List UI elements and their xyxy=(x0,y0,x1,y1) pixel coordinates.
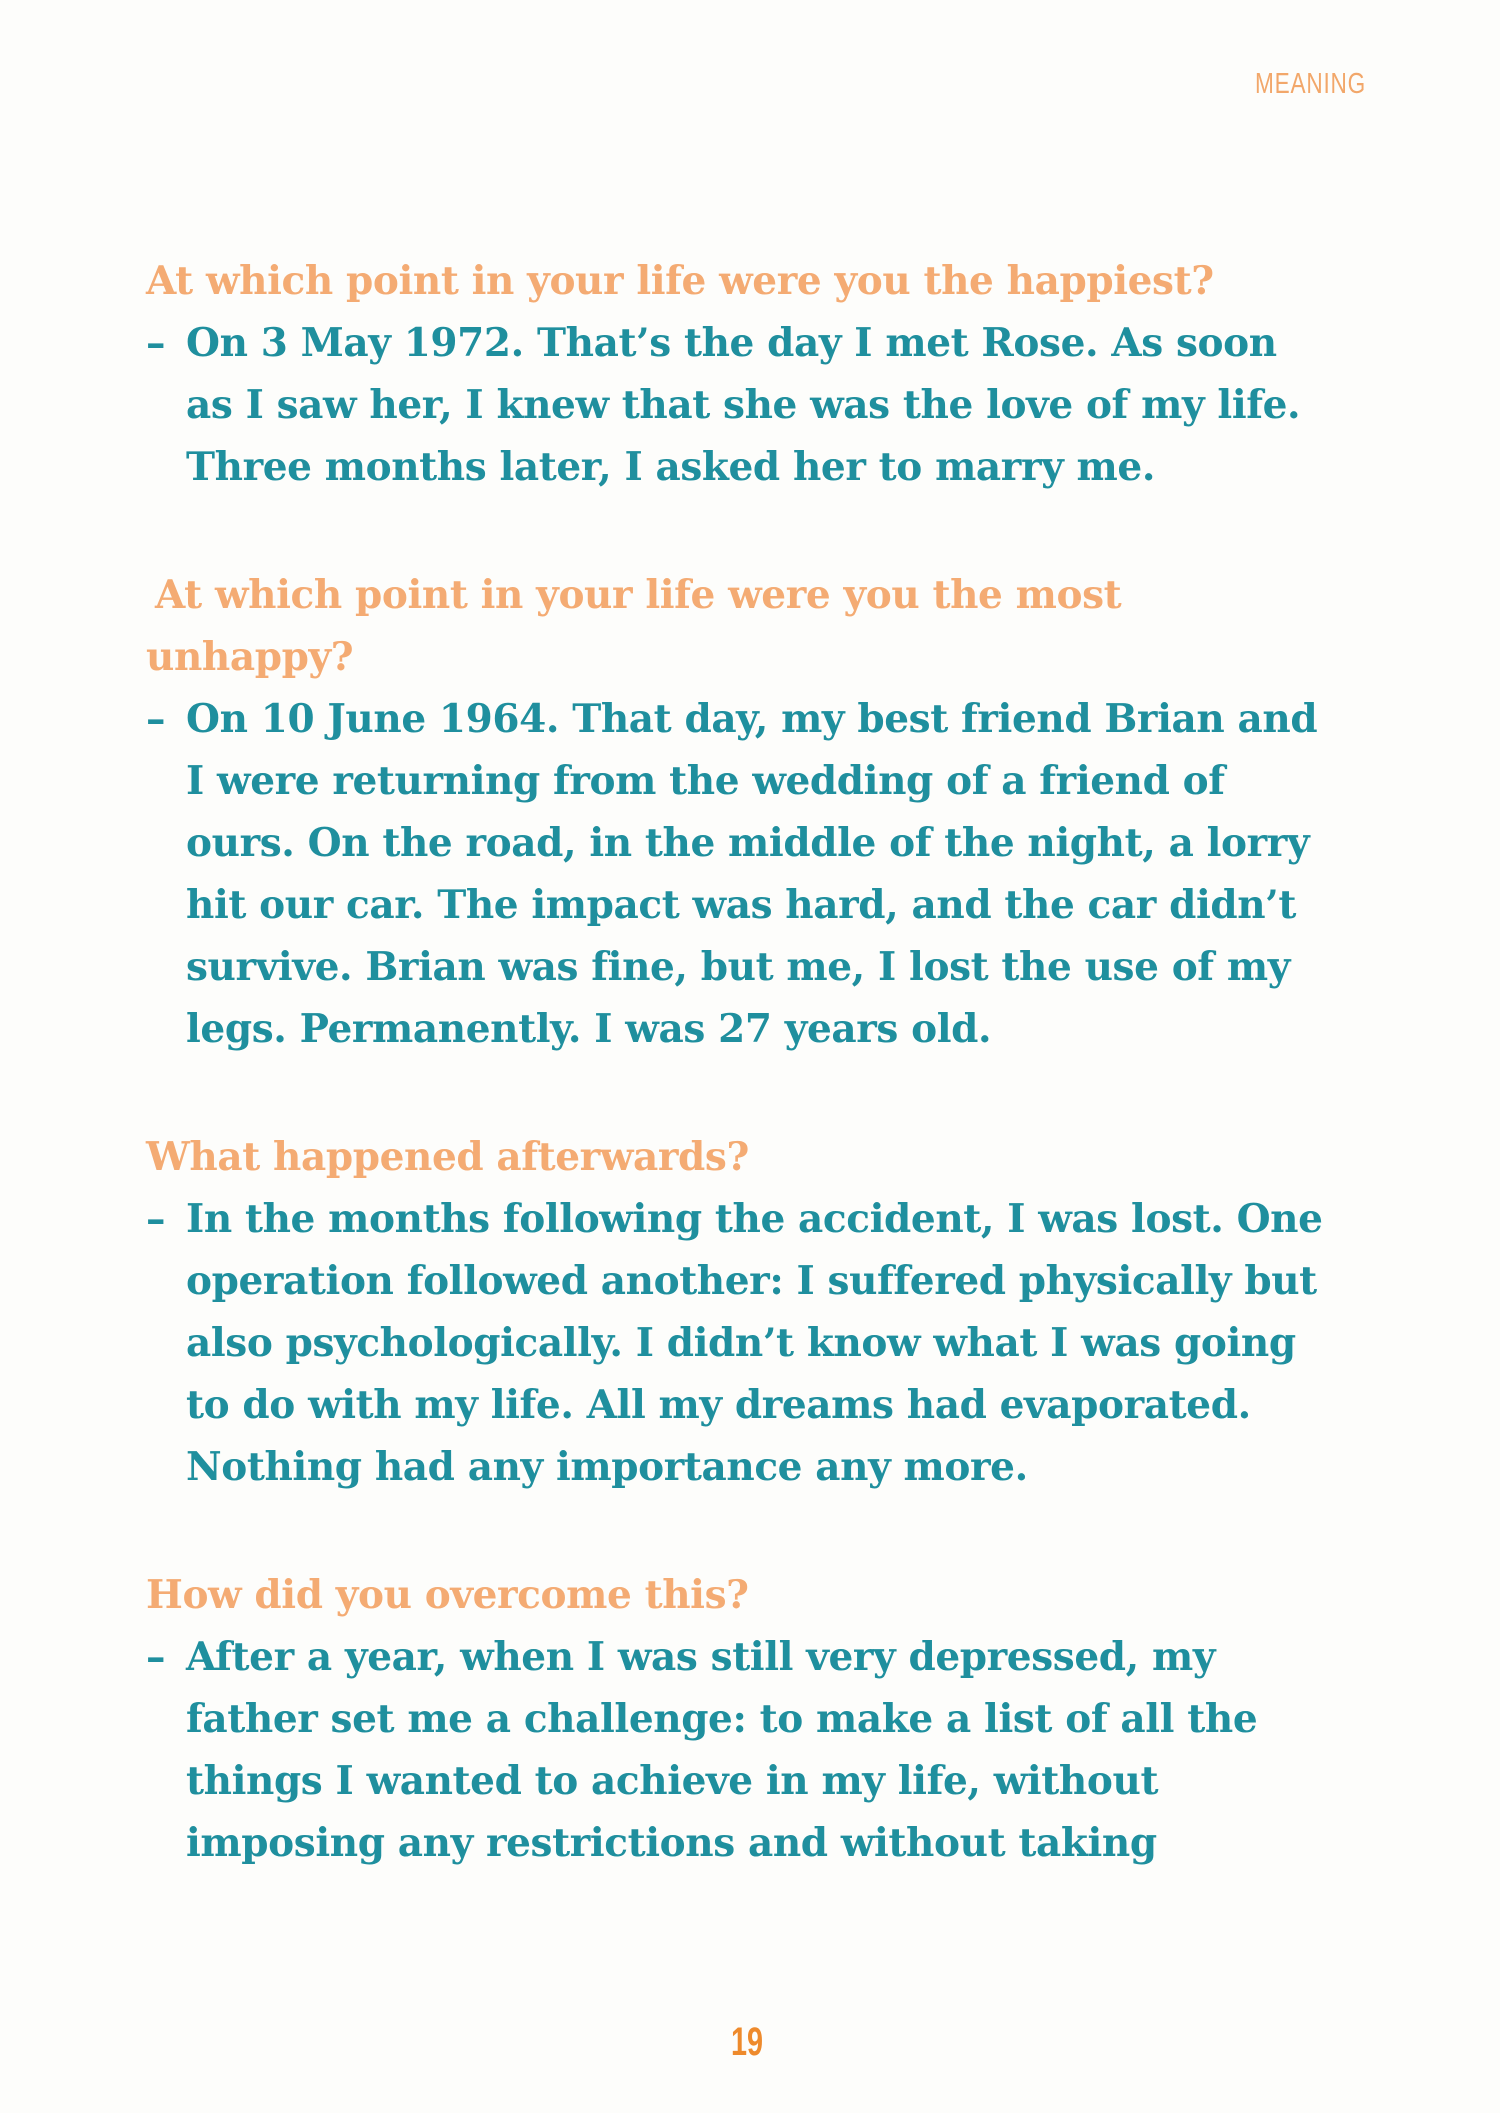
running-head: MEANING xyxy=(1255,68,1367,100)
answer-line: – After a year, when I was still very depressed, my xyxy=(146,1626,1386,1688)
dash-marker: – xyxy=(146,1634,166,1680)
answer-text xyxy=(146,688,1386,1060)
answer-text xyxy=(146,1188,1386,1498)
answer-line: survive. Brian was fine, but me, I lost the use of my xyxy=(186,944,1290,990)
qa-block-afterwards xyxy=(146,1126,1386,1498)
question-heading: At which point in your life were you the most xyxy=(155,572,1122,618)
answer-text xyxy=(146,1626,1386,1874)
qa-block-overcome xyxy=(146,1564,1386,1874)
answer-line: Nothing had any importance any more. xyxy=(186,1444,1028,1490)
answer-line: imposing any restrictions and without taking xyxy=(186,1820,1157,1866)
answer-line: – On 10 June 1964. That day, my best friend Brian and xyxy=(146,688,1386,750)
answer-line: hit our car. The impact was hard, and the car didn’t xyxy=(186,882,1296,928)
answer-line: operation followed another: I suffered physically but xyxy=(186,1258,1317,1304)
answer-line: legs. Permanently. I was 27 years old. xyxy=(186,1006,992,1052)
question-heading: What happened afterwards? xyxy=(146,1134,749,1180)
page-number: 19 xyxy=(731,2020,764,2064)
dash-marker: – xyxy=(146,320,166,366)
dash-marker: – xyxy=(146,1196,166,1242)
question-heading: How did you overcome this? xyxy=(146,1572,749,1618)
qa-block-happiest xyxy=(146,250,1386,498)
answer-line: father set me a challenge: to make a list of all the xyxy=(186,1696,1258,1742)
qa-block-unhappiest xyxy=(146,564,1386,1060)
answer-line: – On 3 May 1972. That’s the day I met Rose. As soon xyxy=(146,312,1386,374)
answer-line: I were returning from the wedding of a friend of xyxy=(186,758,1225,804)
question-heading: At which point in your life were you the happiest? xyxy=(146,258,1214,304)
answer-line: things I wanted to achieve in my life, without xyxy=(186,1758,1159,1804)
answer-line: also psychologically. I didn’t know what I was going xyxy=(186,1320,1296,1366)
answer-line: as I saw her, I knew that she was the love of my life. xyxy=(186,382,1301,428)
answer-line: – In the months following the accident, I was lost. One xyxy=(146,1188,1386,1250)
answer-text xyxy=(146,312,1386,498)
answer-line: ours. On the road, in the middle of the night, a lorry xyxy=(186,820,1310,866)
answer-line: to do with my life. All my dreams had evaporated. xyxy=(186,1382,1251,1428)
dash-marker: – xyxy=(146,696,166,742)
answer-line: Three months later, I asked her to marry me. xyxy=(186,444,1155,490)
question-heading-continued: unhappy? xyxy=(146,634,354,680)
